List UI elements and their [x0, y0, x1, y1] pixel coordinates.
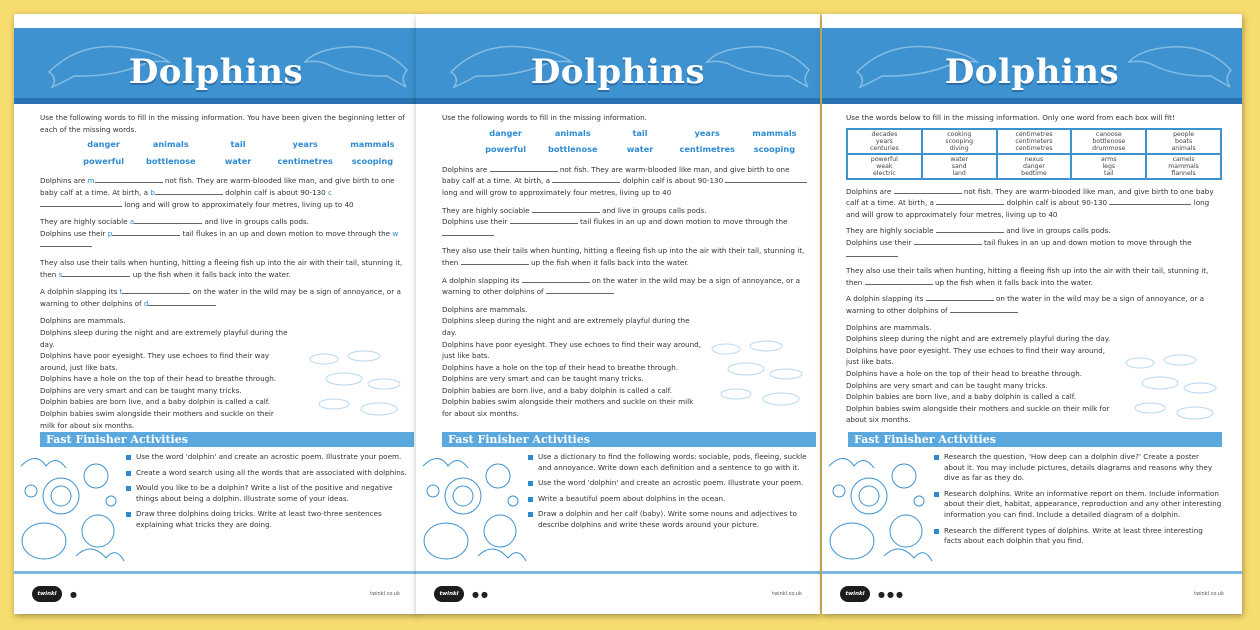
word-bank-item: tail: [230, 139, 246, 150]
blank-line[interactable]: [62, 269, 130, 277]
twinkl-logo: twinkl: [840, 586, 870, 602]
paragraph: They also use their tails when hunting, hitting a fleeing fish up into the air with their tail, stunning it, then up the fish when it falls back into the water.: [846, 266, 1209, 287]
site-url: twinkl.co.uk: [772, 591, 802, 597]
fact-item: Dolphin babies are born live, and a baby dolphin is called a calf.: [40, 397, 271, 407]
fact-item: Dolphins are mammals.: [40, 316, 126, 326]
fast-finisher-heading: Fast Finisher Activities: [848, 432, 1222, 447]
word-box: nexus danger bedtime: [997, 154, 1072, 179]
blank-line[interactable]: [461, 257, 529, 265]
facts-list: [846, 322, 1116, 426]
blank-line[interactable]: [112, 228, 180, 236]
paragraph: They are highly sociable a and live in groups calls pods. Dolphins use their p tail flukes in an up and down motion to move through the w: [40, 216, 406, 251]
fact-item: Dolphins have poor eyesight. They use echoes to find their way around, just like bats.: [442, 339, 702, 361]
blank-line[interactable]: [894, 186, 962, 194]
fact-item: Dolphins sleep during the night and are extremely playful during the day.: [846, 334, 1111, 344]
word-bank-item: powerful: [485, 144, 527, 155]
blank-line[interactable]: [865, 277, 933, 285]
fact-item: Dolphins have poor eyesight. They use echoes to find their way around, just like bats.: [846, 345, 1106, 367]
difficulty-dots: ●: [70, 590, 79, 599]
word-bank-item: powerful: [83, 155, 125, 166]
fact-item: Dolphins have poor eyesight. They use echoes to find their way around, just like bats.: [40, 351, 270, 372]
fast-finisher-heading: Fast Finisher Activities: [40, 432, 414, 447]
word-bank-item: centimetres: [679, 144, 735, 155]
blank-line[interactable]: [936, 225, 1004, 233]
blank-line[interactable]: [134, 216, 202, 224]
blank-line[interactable]: [926, 293, 994, 301]
blank-line[interactable]: [490, 164, 558, 172]
blank-line[interactable]: [846, 249, 898, 257]
paragraph: Dolphins are not fish. They are warm-blooded like man, and give birth to one baby calf at a time. At birth, a dolphin calf is about 90-130 long and will grow to approximately four metres, living up to 40: [442, 164, 808, 199]
word-bank: [70, 139, 406, 167]
word-bank-item: mammals: [350, 139, 395, 150]
word-bank-item: years: [694, 127, 720, 138]
fact-item: Dolphin babies swim alongside their mothers and suckle on their milk for about six months.: [442, 397, 694, 419]
fact-item: Dolphin babies are born live, and a baby dolphin is called a calf.: [442, 385, 673, 395]
instructions: Use the words below to fill in the missing information. Only one word from each box will fit!: [846, 113, 1175, 122]
word-box: decades years centuries: [847, 129, 922, 154]
difficulty-dots: ●●: [472, 590, 490, 599]
blank-line[interactable]: [546, 286, 614, 294]
page-title: Dolphins: [128, 52, 304, 92]
fact-item: Dolphins have a hole on the top of their head to breathe through.: [40, 374, 277, 384]
paragraph: They are highly sociable and live in groups calls pods. Dolphins use their tail flukes in an up and down motion to move through the: [846, 225, 1222, 260]
word-bank-item: tail: [632, 127, 648, 138]
facts-list: [442, 304, 702, 420]
twinkl-logo: twinkl: [32, 586, 62, 602]
activity-item: Draw three dolphins doing tricks. Write at least two-three sentences explaining what tricks they are doing.: [126, 509, 410, 530]
word-box: canoose bottlenose drummose: [1071, 129, 1146, 154]
twinkl-logo: twinkl: [434, 586, 464, 602]
word-box: camels mammals flannels: [1146, 154, 1221, 179]
word-bank-item: years: [292, 139, 318, 150]
title-banner: [822, 28, 1242, 104]
title-banner: [416, 28, 820, 104]
word-bank-item: water: [626, 144, 654, 155]
word-bank-item: scooping: [351, 155, 394, 166]
fish-school-icon: [706, 334, 816, 414]
blank-line[interactable]: [914, 237, 982, 245]
page-title: Dolphins: [944, 52, 1120, 92]
paragraph: A dolphin slapping its t on the water in the wild may be a sign of annoyance, or a warning to other dolphins of d: [40, 287, 401, 308]
coral-reef-icon: [824, 446, 934, 574]
activity-item: Use the word 'dolphin' and create an acrostic poem. Illustrate your poem.: [528, 478, 812, 489]
fact-item: Dolphins are very smart and can be taught many tricks.: [40, 385, 242, 395]
word-bank-item: bottlenose: [146, 155, 196, 166]
site-url: twinkl.co.uk: [370, 591, 400, 597]
activity-item: Write a beautiful poem about dolphins in the ocean.: [528, 494, 812, 505]
worksheet-2: [416, 14, 820, 614]
blank-line[interactable]: [532, 205, 600, 213]
activities-list: [126, 452, 410, 536]
activity-item: Draw a dolphin and her calf (baby). Write some nouns and adjectives to describe dolphins and write these words around your picture.: [528, 509, 812, 530]
blank-line[interactable]: [148, 298, 216, 306]
activity-item: Research the different types of dolphins. Write at least three interesting facts about each dolphin that you find.: [934, 526, 1222, 547]
word-bank: [472, 128, 808, 156]
blank-line[interactable]: [40, 199, 122, 207]
blank-line[interactable]: [95, 175, 163, 183]
activities-list: [934, 452, 1222, 552]
fact-item: Dolphins are mammals.: [442, 304, 528, 314]
blank-line[interactable]: [155, 187, 223, 195]
word-box: people boats animals: [1146, 129, 1221, 154]
activity-item: Use a dictionary to find the following words: sociable, pods, fleeing, suckle and annoyance. Write down each definition and a sentence to go with it.: [528, 452, 812, 473]
worksheet-3: [822, 14, 1242, 614]
coral-reef-icon: [418, 446, 528, 574]
activities-list: [528, 452, 812, 536]
instructions: Use the following words to fill in the missing information. You have been given the beginning letter of each of the missing words.: [40, 113, 405, 134]
word-box: centimetres centimeters centimetres: [997, 129, 1072, 154]
word-bank-item: animals: [152, 139, 189, 150]
paragraph: A dolphin slapping its on the water in the wild may be a sign of annoyance, or a warning to other dolphins of: [846, 294, 1205, 315]
title-banner: [14, 28, 418, 104]
fact-item: Dolphins are very smart and can be taught many tricks.: [846, 380, 1048, 390]
blank-line[interactable]: [442, 228, 494, 236]
paragraph: Dolphins are m not fish. They are warm-blooded like man, and give birth to one baby calf at a time. At birth, a b dolphin calf is about 90-130 c long and will grow to approximately four metres, living up to 40: [40, 176, 395, 209]
word-box: powerful weak electric: [847, 154, 922, 179]
fast-finisher-heading: Fast Finisher Activities: [442, 432, 816, 447]
blank-line[interactable]: [1109, 197, 1191, 205]
paragraph: Dolphins are not fish. They are warm-blooded like man, and give birth to one baby calf at a time. At birth, a dolphin calf is about 90-130 long and will grow to approximately four metres, living up to 40: [846, 186, 1214, 219]
paragraph: They are highly sociable and live in groups calls pods. Dolphins use their tail flukes in an up and down motion to move through the: [442, 205, 808, 240]
fact-item: Dolphins sleep during the night and are extremely playful during the day.: [442, 316, 690, 337]
fact-item: Dolphin babies swim alongside their mothers and suckle on their milk for about six months.: [40, 409, 274, 430]
blank-line[interactable]: [122, 286, 190, 294]
word-bank-item: water: [224, 155, 252, 166]
word-bank-item: bottlenose: [548, 144, 598, 155]
page-footer: [14, 571, 418, 614]
blank-line[interactable]: [950, 305, 1018, 313]
word-box: arms legs tail: [1071, 154, 1146, 179]
instructions: Use the following words to fill in the missing information.: [442, 113, 647, 122]
blank-line[interactable]: [936, 197, 1004, 205]
paragraph: A dolphin slapping its on the water in the wild may be a sign of annoyance, or a warning to other dolphins of: [442, 275, 801, 297]
word-box: water sand land: [922, 154, 997, 179]
word-bank-item: danger: [87, 139, 120, 150]
blank-line[interactable]: [510, 216, 578, 224]
activity-item: Research the question, 'How deep can a dolphin dive?' Create a poster about it. You may include pictures, details diagrams and reasons why they dive as far as they do.: [934, 452, 1222, 484]
word-bank-item: scooping: [753, 144, 796, 155]
fact-item: Dolphins sleep during the night and are extremely playful during the day.: [40, 327, 288, 349]
fact-item: Dolphins are very smart and can be taught many tricks.: [442, 374, 644, 384]
word-bank-item: mammals: [752, 127, 797, 138]
activity-item: Research dolphins. Write an informative report on them. Include information about their diet, habitat, appearance, reproduction and any other interesting information you can find. Include a detailed diagram of a dolphin.: [934, 489, 1222, 521]
fact-item: Dolphin babies are born live, and a baby dolphin is called a calf.: [846, 392, 1077, 402]
difficulty-dots: ●●●: [878, 590, 905, 599]
paragraph: They also use their tails when hunting, hitting a fleeing fish up into the air with their tail, stunning it, then s up the fish when it falls back into the water.: [40, 257, 403, 279]
page-title: Dolphins: [530, 52, 706, 92]
fact-item: Dolphins have a hole on the top of their head to breathe through.: [442, 362, 679, 372]
activity-item: Create a word search using all the words that are associated with dolphins.: [126, 468, 410, 479]
fact-item: Dolphin babies swim alongside their mothers and suckle on their milk for about six months.: [846, 403, 1110, 425]
word-box: cooking scooping diving: [922, 129, 997, 154]
fish-school-icon: [1120, 348, 1230, 428]
blank-line[interactable]: [725, 175, 807, 183]
word-bank-item: animals: [554, 127, 591, 138]
activity-item: Would you like to be a dolphin? Write a list of the positive and negative things about being a dolphin. Illustrate some of your ideas.: [126, 483, 410, 504]
fact-item: Dolphins have a hole on the top of their head to breathe through.: [846, 368, 1083, 378]
blank-line[interactable]: [552, 175, 620, 183]
site-url: twinkl.co.uk: [1194, 591, 1224, 597]
worksheet-1: [14, 14, 418, 614]
activity-item: Use the word 'dolphin' and create an acrostic poem. Illustrate your poem.: [126, 452, 410, 463]
word-box-grid: [846, 128, 1222, 180]
coral-reef-icon: [16, 446, 126, 574]
word-bank-item: centimetres: [277, 155, 333, 166]
blank-line[interactable]: [522, 275, 590, 283]
blank-line[interactable]: [40, 239, 92, 247]
page-footer: [822, 571, 1242, 614]
fish-school-icon: [304, 344, 414, 424]
page-footer: [416, 571, 820, 614]
fact-item: Dolphins are mammals.: [846, 322, 932, 332]
paragraph: They also use their tails when hunting, hitting a fleeing fish up into the air with their tail, stunning it, then up the fish when it falls back into the water.: [442, 246, 805, 267]
word-bank-item: danger: [489, 127, 522, 138]
facts-list: [40, 315, 290, 431]
